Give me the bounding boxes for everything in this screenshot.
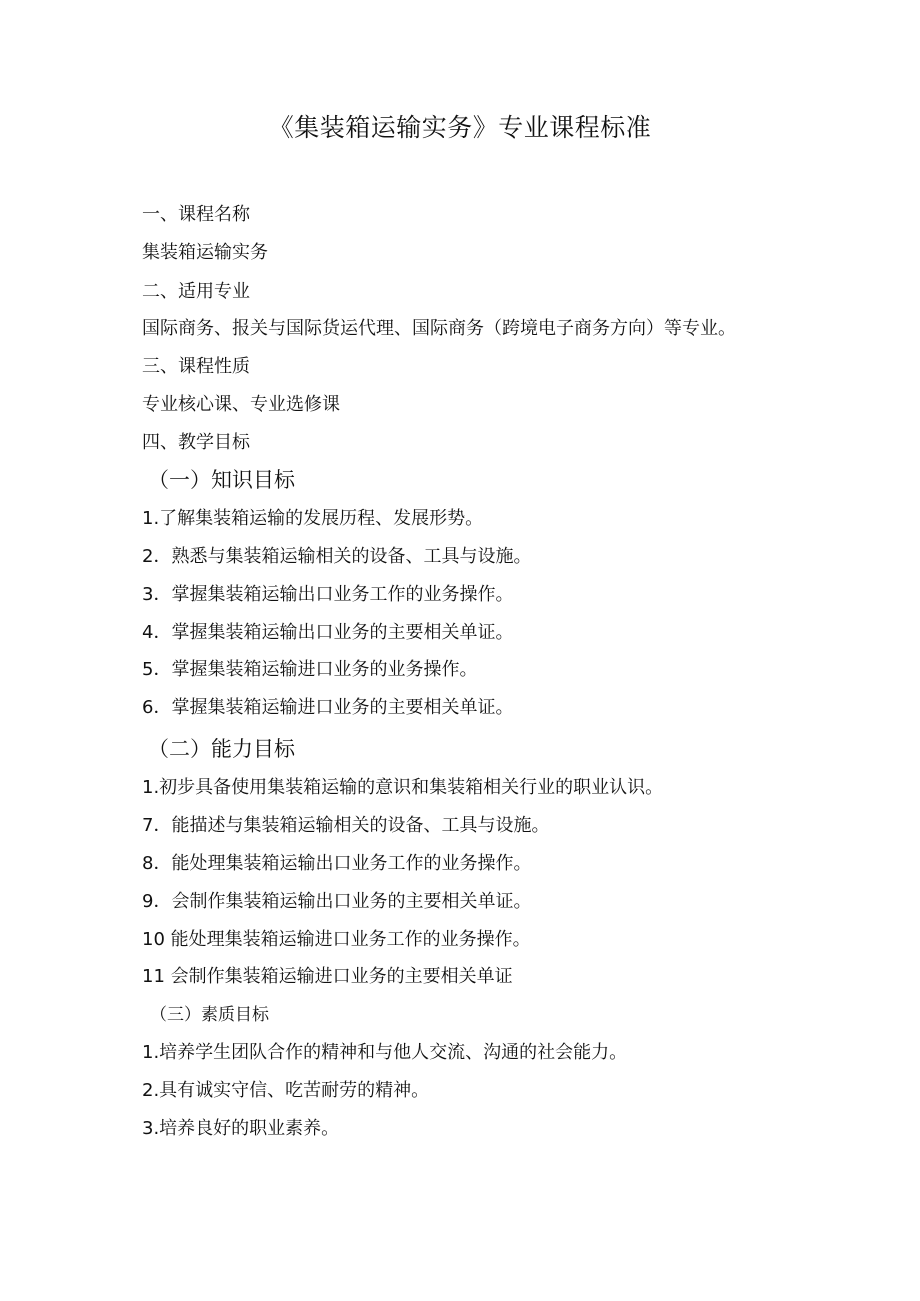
ability-goal-item: 9．会制作集装箱运输出口业务的主要相关单证。 <box>142 891 532 912</box>
knowledge-goal-item: 5．掌握集装箱运输进口业务的业务操作。 <box>142 659 478 680</box>
ability-goal-item: 10 能处理集装箱运输进口业务工作的业务操作。 <box>142 929 531 950</box>
section-heading-teaching-goals: 四、教学目标 <box>142 432 250 453</box>
ability-goal-item: 7．能描述与集装箱运输相关的设备、工具与设施。 <box>142 815 550 836</box>
quality-goal-item: 3.培养良好的职业素养。 <box>142 1118 340 1139</box>
ability-goal-item: 8．能处理集装箱运输出口业务工作的业务操作。 <box>142 853 532 874</box>
knowledge-goal-item: 1.了解集装箱运输的发展历程、发展形势。 <box>142 508 484 529</box>
quality-goal-item: 2.具有诚实守信、吃苦耐劳的精神。 <box>142 1080 430 1101</box>
knowledge-goal-item: 2．熟悉与集装箱运输相关的设备、工具与设施。 <box>142 546 532 567</box>
page-title: 《集装箱运输实务》专业课程标准 <box>268 113 652 142</box>
knowledge-goal-item: 3．掌握集装箱运输出口业务工作的业务操作。 <box>142 584 514 605</box>
section-heading-course-nature: 三、课程性质 <box>142 356 250 377</box>
section-text-course-name: 集装箱运输实务 <box>142 242 268 263</box>
subheading-quality-goals: （三）素质目标 <box>150 1005 269 1025</box>
knowledge-goal-item: 4．掌握集装箱运输出口业务的主要相关单证。 <box>142 622 514 643</box>
section-heading-applicable-major: 二、适用专业 <box>142 281 250 302</box>
ability-goal-item: 11 会制作集装箱运输进口业务的主要相关单证 <box>142 966 513 987</box>
section-heading-course-name: 一、课程名称 <box>142 204 250 225</box>
knowledge-goal-item: 6．掌握集装箱运输进口业务的主要相关单证。 <box>142 697 514 718</box>
section-text-course-nature: 专业核心课、专业选修课 <box>142 394 340 415</box>
ability-goal-item: 1.初步具备使用集装箱运输的意识和集装箱相关行业的职业认识。 <box>142 777 664 798</box>
quality-goal-item: 1.培养学生团队合作的精神和与他人交流、沟通的社会能力。 <box>142 1042 628 1063</box>
subheading-ability-goals: （二）能力目标 <box>148 737 295 761</box>
section-text-applicable-major: 国际商务、报关与国际货运代理、国际商务（跨境电子商务方向）等专业。 <box>142 318 736 339</box>
subheading-knowledge-goals: （一）知识目标 <box>148 468 295 492</box>
